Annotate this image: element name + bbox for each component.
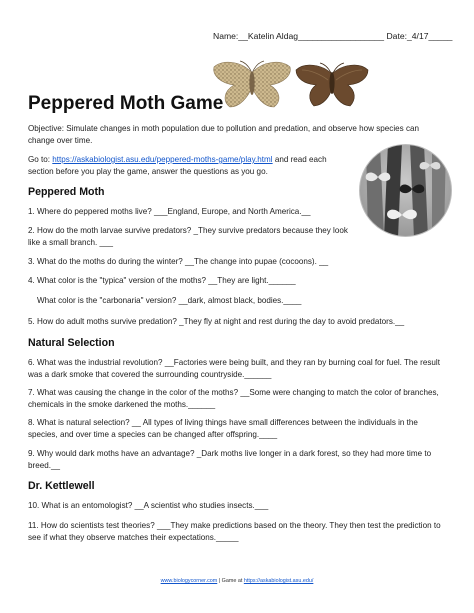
section-heading-natural-selection: Natural Selection [28, 337, 115, 349]
question-6: 6. What was the industrial revolution? __Factories were being built, and they ran by burning coal for fuel. The result was a dark smoke that covered the surrounding countryside.______ [28, 358, 440, 380]
page-footer [0, 578, 474, 584]
name-date-line: Name:__Katelin Aldag__________________ Date:_4/17_____ [213, 31, 453, 41]
question-4b: What color is the "carbonaria" version? __dark, almost black, bodies.____ [37, 296, 302, 305]
section-heading-peppered-moth: Peppered Moth [28, 186, 105, 198]
footer-game-link[interactable]: https://askabiologist.asu.edu/ [243, 578, 314, 584]
question-4a: 4. What color is the "typica" version of the moths? __They are light.______ [28, 276, 296, 285]
question-8: 8. What is natural selection? __ All types of living things have small differences between the individuals in the species, and over time a species can be changed after offspring.____ [28, 418, 418, 440]
goto-prefix: Go to: [28, 155, 53, 164]
game-link[interactable]: https://askabiologist.asu.edu/peppered-moths-game/play.html [52, 155, 273, 164]
dark-moth-icon [292, 58, 372, 110]
question-5: 5. How do adult moths survive predation? _They fly at night and rest during the day to avoid predators.__ [28, 317, 405, 326]
footer-site-link[interactable]: www.biologycorner.com [160, 578, 218, 584]
goto-suffix: and read each section before you play the game, answer the questions as you go. [28, 155, 327, 177]
footer-middle-text: | Game at [217, 578, 244, 584]
question-1: 1. Where do peppered moths live? ___England, Europe, and North America.__ [28, 207, 311, 216]
goto-instructions [28, 154, 328, 178]
page-title: Peppered Moth Game [28, 93, 224, 114]
moths-on-trees-icon [358, 143, 453, 238]
question-2: 2. How do the moth larvae survive predators? _They survive predators because they look like a small branch. ___ [28, 226, 348, 248]
question-9: 9. Why would dark moths have an advantage? _Dark moths live longer in a dark forest, so they had more time to breed.__ [28, 449, 432, 471]
objective-text: Objective: Simulate changes in moth population due to pollution and predation, and observe how species can change over time. [28, 124, 420, 146]
question-11: 11. How do scientists test theories? ___They make predictions based on the theory. They then test the prediction to see if what they observe matches their expectations._____ [28, 521, 441, 543]
question-7: 7. What was causing the change in the color of the moths? __Some were changing to match the color of branches, chemicals in the smoke darkened the moths.______ [28, 388, 439, 410]
question-10: 10. What is an entomologist? __A scientist who studies insects.___ [28, 501, 269, 510]
section-heading-dr-kettlewell: Dr. Kettlewell [28, 480, 95, 492]
question-3: 3. What do the moths do during the winter? __The change into pupae (cocoons). __ [28, 257, 329, 266]
